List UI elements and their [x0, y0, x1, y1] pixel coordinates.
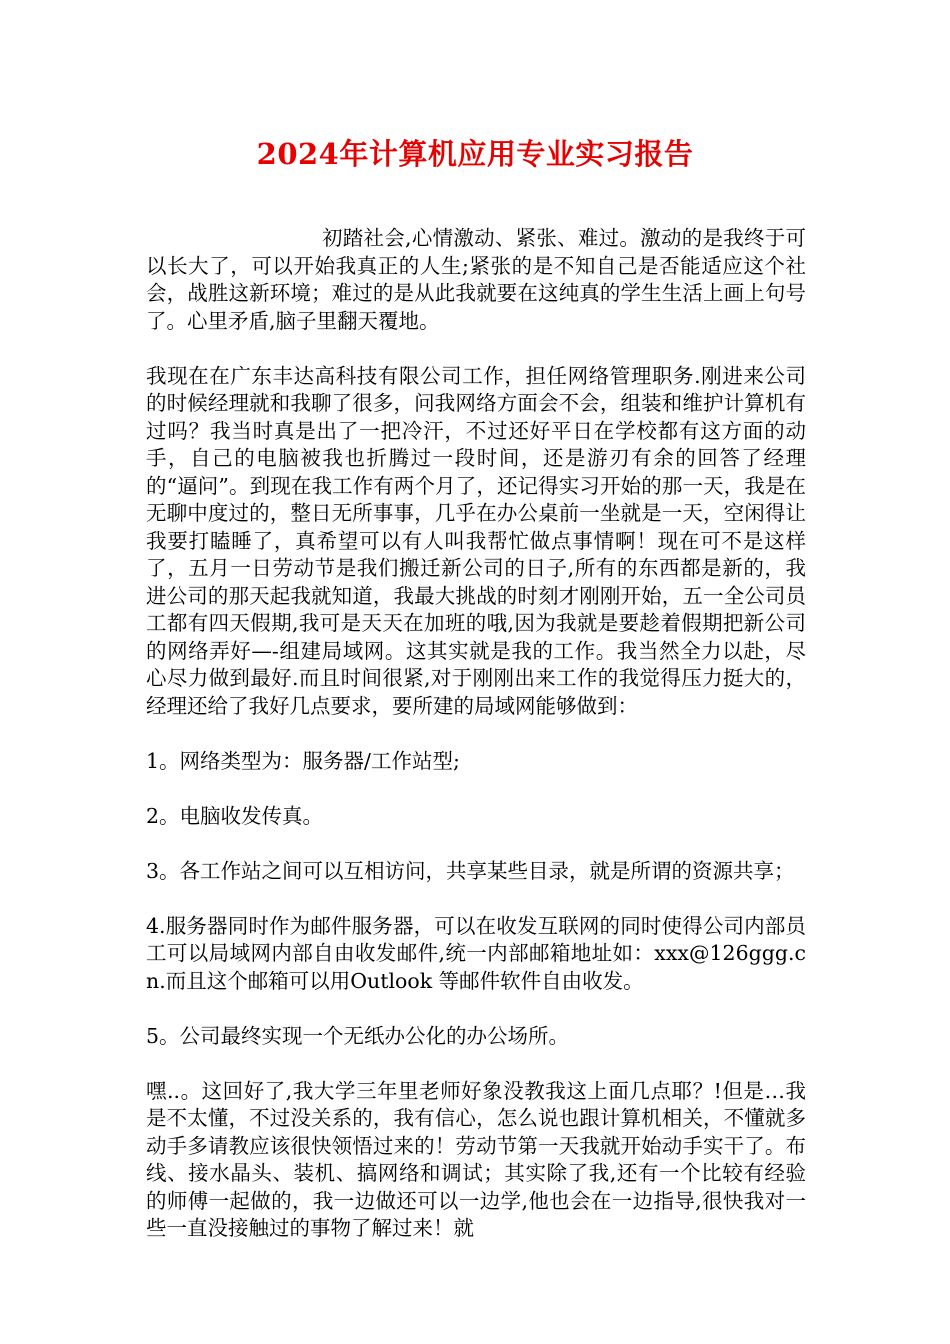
- paragraph-closing: 嘿..。这回好了,我大学三年里老师好象没教我这上面几点耶？!但是…我是不太懂，不过没关系的，我有信心，怎么说也跟计算机相关，不懂就多动手多请教应该很快领悟过来的！劳动节第一天我就开始动手实干了。布线、接水晶头、装机、搞网络和调试；其实除了我,还有一个比较有经验的师傅一起做的，我一边做还可以一边学,他也会在一边指导,很快我对一些一直没接触过的事物了解过来！就: [146, 1078, 806, 1240]
- list-item-1: 1。网络类型为：服务器/工作站型;: [146, 748, 460, 773]
- list-item-4: 4.服务器同时作为邮件服务器，可以在收发互联网的同时使得公司内部员工可以局域网内部自由收发邮件,统一内部邮箱地址如：xxx@126ggg.cn.而且这个邮箱可以用Outlook 等邮件软件自由收发。: [146, 913, 806, 993]
- paragraph-intro: 初踏社会,心情激动、紧张、难过。激动的是我终于可以长大了，可以开始我真正的人生;紧张的是不知自己是否能适应这个社会，战胜这新环境；难过的是从此我就要在这纯真的学生生活上画上句号了。心里矛盾,脑子里翻天覆地。: [146, 226, 806, 333]
- document-body: [146, 225, 806, 1270]
- list-item-3: 3。各工作站之间可以互相访问，共享某些目录，就是所谓的资源共享；: [146, 858, 795, 883]
- list-item-2: 2。电脑收发传真。: [146, 803, 324, 828]
- paragraph-work: 我现在在广东丰达高科技有限公司工作，担任网络管理职务.刚进来公司的时候经理就和我聊了很多，问我网络方面会不会，组装和维护计算机有过吗？我当时真是出了一把冷汗，不过还好平日在学校都有这方面的动手，自己的电脑被我也折腾过一段时间，还是游刃有余的回答了经理的“逼问”。到现在我工作有两个月了，还记得实习开始的那一天，我是在无聊中度过的，整日无所事事，几乎在办公桌前一坐就是一天，空闲得让我要打瞌睡了，真希望可以有人叫我帮忙做点事情啊！现在可不是这样了，五月一日劳动节是我们搬迁新公司的日子,所有的东西都是新的，我进公司的那天起我就知道，我最大挑战的时刻才刚刚开始，五一全公司员工都有四天假期,我可是天天在加班的哦,因为我就是要趁着假期把新公司的网络弄好—-组建局域网。这其实就是我的工作。我当然全力以赴，尽心尽力做到最好.而且时间很紧,对于刚刚出来工作的我觉得压力挺大的，经理还给了我好几点要求，要所建的局域网能够做到：: [146, 363, 806, 718]
- list-item-5: 5。公司最终实现一个无纸办公化的办公场所。: [146, 1023, 570, 1048]
- document-title: 2024年计算机应用专业实习报告: [256, 137, 694, 171]
